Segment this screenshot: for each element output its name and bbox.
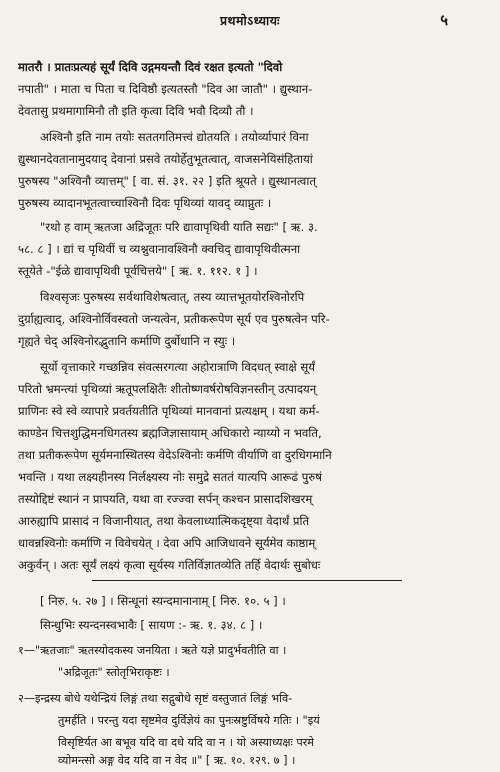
body-line: भवन्ति । यथा लक्ष्यहीनस्य निर्लक्ष्यस्य नोः समुद्रे सततं यात्यपि आरूढं पुरुषं: [18, 470, 322, 484]
body-line: तथा प्रतीकरूपेण सूर्यमनास्थितस्य वेदेऽश्विनोः कर्मणि वीर्याणि वा दुरधिगमानि: [18, 448, 332, 462]
body-line: सूर्यो वृत्ताकारे गच्छन्निव संवत्सरगत्या अहोरात्राणि विदधत् स्वाक्षे सूर्यं: [40, 360, 315, 374]
footnote-line: २—इन्द्रस्य बोधे यथेन्द्रियं लिङ्गं तथा सद्गुबोधे सृष्टं वस्तुजातं लिङ्गं भवि-: [18, 692, 293, 705]
body-line: प्राणिनः स्वे स्वे व्यापारे प्रवर्तयतीति पृथिव्यां मानवानां प्रत्यक्षम् । यथा कर्म-: [18, 404, 320, 418]
footnote-line: विसृष्टिर्यत आ बभूव यदि वा दधे यदि वा न । यो अस्याध्यक्षः परमे: [58, 736, 314, 749]
body-line: नपाती" । माता च पिता च दिविष्ठौ इत्यतस्तौ "दिव आ जातौ" । द्युस्थान-: [18, 82, 313, 96]
body-line: देवतासु प्रथमागामिनौ तौ इति कृत्वा दिवि भवौ दिव्यौ तौ ।: [18, 104, 254, 118]
running-head: प्रथमोऽध्यायः: [219, 13, 281, 28]
reference-line: [ निरु. ५. २७ ] । सिन्धूनां स्यन्दमानानाम् [ निरु. १०. ५ ] ।: [40, 594, 286, 608]
footnote-line: "अद्रिजूतः" स्तोतृभिराकृष्टः ।: [58, 666, 170, 679]
page-header: [0, 10, 500, 32]
body-line: ५८. ८ ] । द्यां च पृथिवीं च व्यश्नुवानावश्विनौ क्वचिद् द्यावापृथिवीत्मना: [18, 242, 301, 256]
body-line: आरुह्यापि प्रासादं न विजानीयात्, तथा केवलाध्यात्मिकदृष्ट्या वेदार्थं प्रति: [18, 514, 310, 528]
footnote-line: व्योमन्त्सो अङ्ग वेद यदि वा न वेद ॥" [ ऋ. १०. १२९. ७ ] ।: [58, 754, 296, 767]
body-line: परितो भ्रमन्त्यां पृथिव्यां ऋतूपलक्षितैः शीतोष्णवर्षरोषविज्ञनस्तीन् उत्पादयन्: [18, 382, 317, 396]
body-line: धावन्नश्विनोः कर्माणि न विवेचयेत् । देवा अपि आजिधावने सूर्यमेव काष्ठाम्: [18, 536, 316, 550]
body-line: गृह्यते चेद् अश्विनोरद्भुतानि कर्माणि दुर्बोधानि न स्युः ।: [18, 334, 236, 348]
body-line: अश्विनौ इति नाम तयोः सततगतिमत्त्वं द्योतयति । तयोर्व्यापारं विना: [40, 130, 309, 144]
page-number: ५: [440, 11, 448, 29]
body-line: "रथो ह वाम् ऋतजा अद्रिजूतः परि द्यावापृथिवी याति सद्यः" [ ऋ. ३.: [40, 220, 318, 234]
body-line: काण्डेन चित्तशुद्धिमनधिगतस्य ब्रह्मजिज्ञासायाम् अधिकारो न्याय्यो न भवति,: [18, 426, 322, 440]
body-line: स्तूयेते -"ईळे द्यावापृथिवी पूर्वचित्तये" [ ऋ. १. ११२. १ ] ।: [18, 264, 258, 278]
body-line: अकुर्वन् । अतः सूर्यं लक्ष्यं कृत्वा सूर्यस्य गतिर्विज्ञातव्येति तर्हि वेदार्थः सुबोधः: [18, 558, 321, 572]
body-line: विश्वसृजः पुरुषस्य सर्वथाविशेषत्वात्, तस्य व्यात्तभूतयोरश्विनोरपि: [40, 290, 305, 304]
body-line: पुरुषस्य व्यादानभूतत्वाच्चाश्विनौ दिवः पृथिव्यां यावद् व्याप्नुतः ।: [18, 196, 272, 210]
footnote-divider: [92, 580, 402, 581]
body-line: पुरुषस्य "अश्विनौ व्यात्तम्" [ वा. सं. ३१. २२ ] इति श्रूयते । द्युस्थानत्वात्: [18, 174, 316, 188]
body-line: दुर्ग्राह्यत्वाद्, अश्विनोर्विवस्वतो जन्यत्वेन, प्रतीकरूपेण सूर्य एव पुरुषत्वेन परि-: [18, 312, 330, 326]
body-line: मातरौ । प्रातःप्रत्यहं सूर्यं दिवि उद्गमयन्तौ दिवं रक्षत इत्यतो "दिवो: [18, 60, 283, 74]
body-line: तस्योद्दिष्टं स्थानं न प्रापयति, यथा वा रज्ज्वा सर्पन् कश्चन प्रासादशिखरम्: [18, 492, 313, 506]
body-line: द्युस्थानदेवतानामुदयाद् देवानां प्रसवे तयोर्हेतुभूतत्वात्, वाजसनेयिसंहितायां: [18, 152, 313, 166]
footnote-line: १—"ऋतजाः" ऋतस्योदकस्य जनयिता । ऋते यज्ञे प्रादुर्भवतीति वा ।: [18, 644, 287, 657]
reference-line: सिन्धुभिः स्यन्दनस्वभावैः [ सायण :- ऋ. १. ३४. ८ ] ।: [40, 618, 263, 632]
footnote-line: तुमर्हति । परन्तु यदा सृष्टमेव दुर्विज्ञेयं का पुनःस्रष्टुर्विषये गतिः । "इयं: [58, 714, 320, 727]
